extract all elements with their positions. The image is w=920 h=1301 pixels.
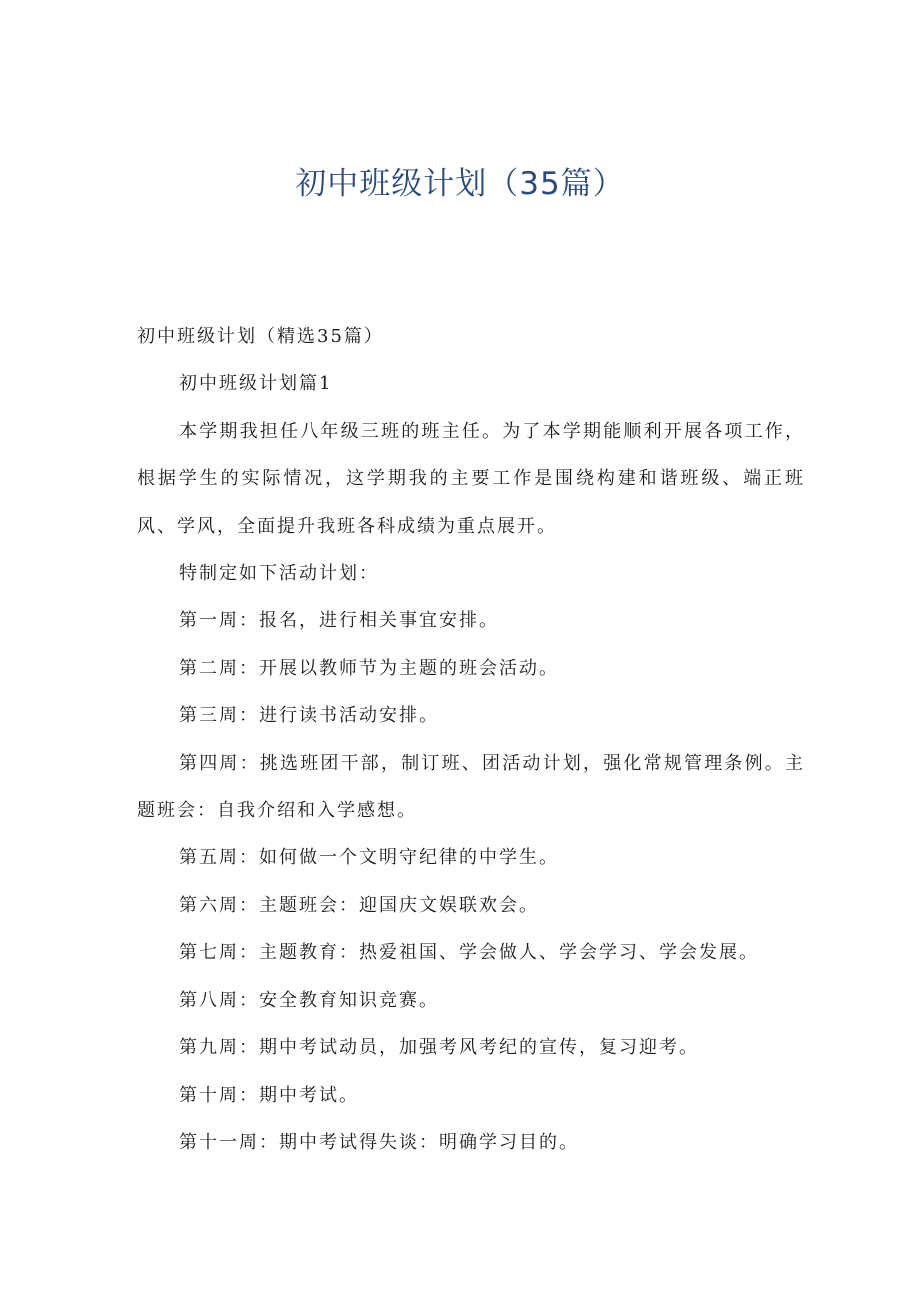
week-item: 第十周：期中考试。 xyxy=(179,1084,359,1106)
week-item: 第六周：主题班会：迎国庆文娱联欢会。 xyxy=(179,894,539,916)
week-item: 第二周：开展以教师节为主题的班会活动。 xyxy=(179,657,559,679)
section-heading: 初中班级计划篇1 xyxy=(179,373,333,395)
week-item: 第九周：期中考试动员，加强考风考纪的宣传，复习迎考。 xyxy=(179,1037,699,1059)
paragraph-intro: 本学期我担任八年级三班的班主任。为了本学期能顺利开展各项工作，根据学生的实际情况，这学期我的主要工作是围绕构建和谐班级、端正班风、学风，全面提升我班各科成绩为重点展开。 xyxy=(137,420,805,537)
week-item: 第三周：进行读书活动安排。 xyxy=(179,705,439,727)
week-item: 第四周：挑选班团干部，制订班、团活动计划，强化常规管理条例。主题班会：自我介绍和入学感想。 xyxy=(137,752,805,822)
week-item: 第七周：主题教育：热爱祖国、学会做人、学会学习、学会发展。 xyxy=(179,942,759,964)
document-subtitle: 初中班级计划（精选35篇） xyxy=(137,326,384,347)
week-item: 第十一周：期中考试得失谈：明确学习目的。 xyxy=(179,1131,579,1153)
paragraph-plan-intro: 特制定如下活动计划： xyxy=(179,563,379,585)
week-item: 第八周：安全教育知识竞赛。 xyxy=(179,989,439,1011)
document-title: 初中班级计划（35篇） xyxy=(295,166,625,202)
week-item: 第一周：报名，进行相关事宜安排。 xyxy=(179,610,499,632)
week-item: 第五周：如何做一个文明守纪律的中学生。 xyxy=(179,847,559,869)
document-body xyxy=(137,313,805,1166)
